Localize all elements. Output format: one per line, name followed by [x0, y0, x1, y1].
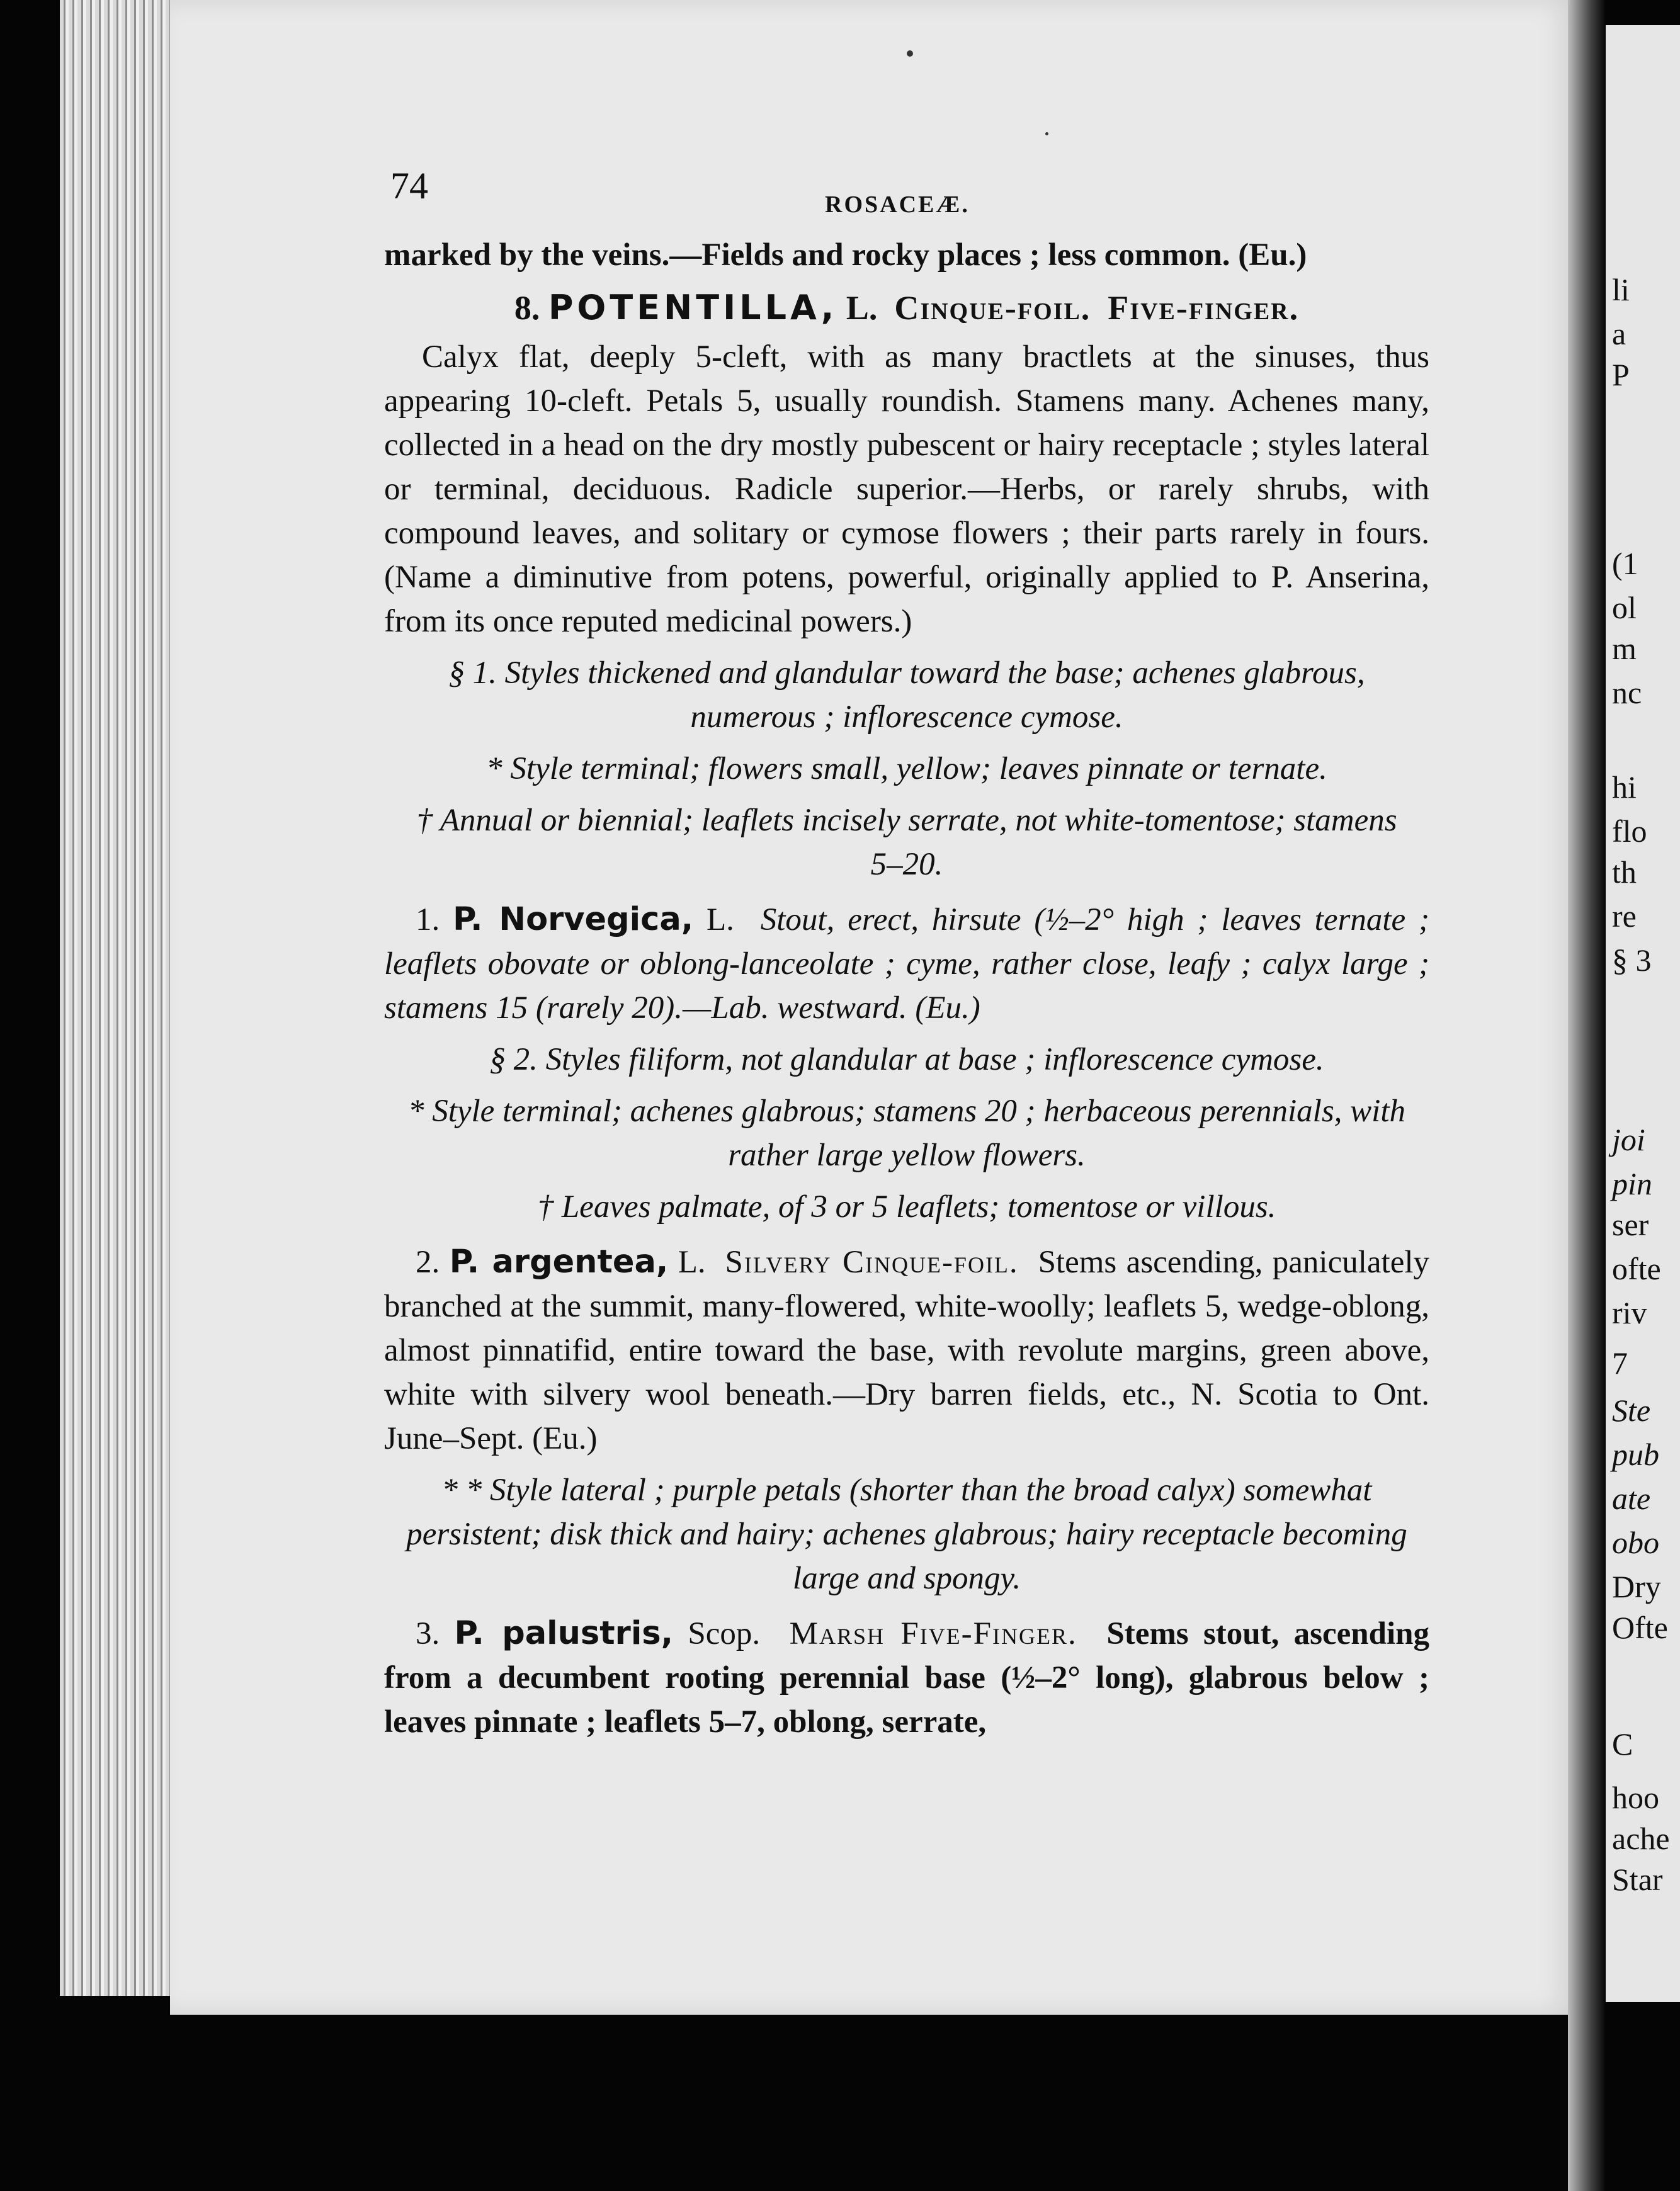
species-entry: [384, 898, 1429, 1030]
key-section-1: § 1. Styles thickened and glandular toward the base; achenes glabrous, numerous ; inflorescence cymose.: [448, 655, 1365, 735]
next-page-fragment: Star: [1612, 1862, 1663, 1897]
genus-heading: [384, 286, 1429, 330]
next-page-fragment: riv: [1612, 1295, 1647, 1330]
next-page-fragment: hi: [1612, 769, 1637, 805]
next-page-fragment: (1: [1612, 546, 1638, 581]
next-page-fragment: hoo: [1612, 1780, 1659, 1815]
next-page-fragment: joi: [1612, 1122, 1645, 1157]
next-page-fragment: m: [1612, 631, 1637, 666]
next-page-fragment: Ofte: [1612, 1610, 1668, 1645]
next-page-fragment: flo: [1612, 813, 1647, 849]
species-description: Stout, erect, hirsute (½–2° high ; leaves ternate ; leaflets obovate or oblong-lanceolate ; cyme, rather close, leafy ; calyx large ; stamens 15 (rarely 20).—Lab. westward. (Eu.): [384, 902, 1430, 1026]
species-authority: L.: [678, 1245, 706, 1280]
next-page-fragment: 7: [1612, 1345, 1628, 1381]
genus-name: POTENTILLA,: [548, 288, 838, 327]
next-page-fragment: ofte: [1612, 1251, 1661, 1286]
species-authority: L.: [707, 902, 734, 937]
genus-number: 8.: [514, 289, 540, 327]
species-entry: [384, 1612, 1429, 1744]
species-number: 2.: [416, 1245, 440, 1280]
key-section-2-double-star: * * Style lateral ; purple petals (shorter than the broad calyx) somewhat persistent; disk thick and hairy; achenes glabrous; hairy receptacle becoming large and spongy.: [406, 1473, 1407, 1596]
species-entry: [384, 1240, 1429, 1461]
genus-authority: L.: [846, 289, 878, 327]
species-name: P. palustris,: [454, 1615, 674, 1652]
species-number: 3.: [416, 1616, 440, 1651]
species-name: P. argentea,: [449, 1243, 669, 1281]
next-page-fragment: ol: [1612, 590, 1637, 625]
key-section-2-star: * Style terminal; achenes glabrous; stamens 20 ; herbaceous perennials, with rather large yellow flowers.: [407, 1094, 1406, 1173]
next-page-fragment: a: [1612, 316, 1626, 351]
species-common-name: Marsh Five-Finger.: [789, 1616, 1077, 1651]
next-page-fragment: ser: [1612, 1207, 1649, 1242]
next-page-edge: [1606, 25, 1680, 2002]
key-section-2-dagger: † Leaves palmate, of 3 or 5 leaflets; tomentose or villous.: [537, 1189, 1276, 1225]
key-section-2: § 2. Styles filiform, not glandular at base ; inflorescence cymose.: [489, 1042, 1324, 1077]
key-section-1-star: * Style terminal; flowers small, yellow; leaves pinnate or ternate.: [486, 751, 1327, 786]
next-page-fragment: pub: [1612, 1437, 1659, 1472]
species-authority: Scop.: [688, 1616, 761, 1651]
page-content: [384, 151, 1429, 1744]
page-number: 74: [390, 165, 428, 207]
next-page-fragment: ache: [1612, 1821, 1670, 1856]
print-speck: [907, 50, 913, 57]
running-header: [384, 151, 1429, 220]
next-page-fragment: § 3: [1612, 943, 1652, 978]
species-description: Stems ascending, paniculately branched at the summit, many-flowered, white-woolly; leaflets 5, wedge-oblong, almost pinnatifid, entire toward the base, with revolute margins, green above, white with silvery wool beneath.—Dry barren fields, etc., N. Scotia to Ont. June–Sept. (Eu.): [384, 1245, 1430, 1456]
next-page-fragment: Ste: [1612, 1393, 1651, 1428]
print-speck: [1045, 132, 1048, 135]
next-page-fragment: C: [1612, 1726, 1633, 1762]
page-edge-stack: [60, 0, 176, 1996]
book-gutter: [1568, 0, 1606, 2191]
genus-common-name: Cinque-foil.: [894, 289, 1091, 327]
continuation-text: marked by the veins.—Fields and rocky places ; less common. (Eu.): [384, 237, 1307, 273]
next-page-fragment: P: [1612, 357, 1630, 392]
key-section-1-dagger: † Annual or biennial; leaflets incisely serrate, not white-tomentose; stamens 5–20.: [416, 803, 1397, 882]
species-number: 1.: [416, 902, 440, 937]
section-title: ROSACEÆ.: [825, 191, 970, 218]
next-page-fragment: th: [1612, 854, 1637, 890]
next-page-fragment: re: [1612, 898, 1637, 934]
next-page-fragment: Dry: [1612, 1569, 1661, 1604]
genus-description: Calyx flat, deeply 5-cleft, with as many bractlets at the sinuses, thus appearing 10-cleft. Petals 5, usually roundish. Stamens many. Achenes many, collected in a head on the dry mostly pubescent or hairy receptacle ; styles lateral or terminal, deciduous. Radicle superior.—Herbs, or rarely shrubs, with compound leaves, and solitary or cymose flowers ; their parts rarely in fours. (Name a diminutive from potens, powerful, originally applied to P. Anserina, from its once reputed medicinal powers.): [384, 339, 1429, 639]
species-common-name: Silvery Cinque-foil.: [725, 1245, 1019, 1280]
genus-common-name-alt: Five-finger.: [1108, 289, 1300, 327]
next-page-fragment: nc: [1612, 675, 1642, 710]
species-name: P. Norvegica,: [453, 901, 694, 938]
next-page-fragment: obo: [1612, 1525, 1659, 1560]
next-page-fragment: pin: [1612, 1166, 1652, 1201]
next-page-fragment: li: [1612, 272, 1630, 307]
next-page-fragment: ate: [1612, 1481, 1651, 1516]
species-description: Stems stout, ascending from a decumbent rooting perennial base (½–2° long), glabrous below ; leaves pinnate ; leaflets 5–7, oblong, serrate,: [384, 1616, 1430, 1740]
